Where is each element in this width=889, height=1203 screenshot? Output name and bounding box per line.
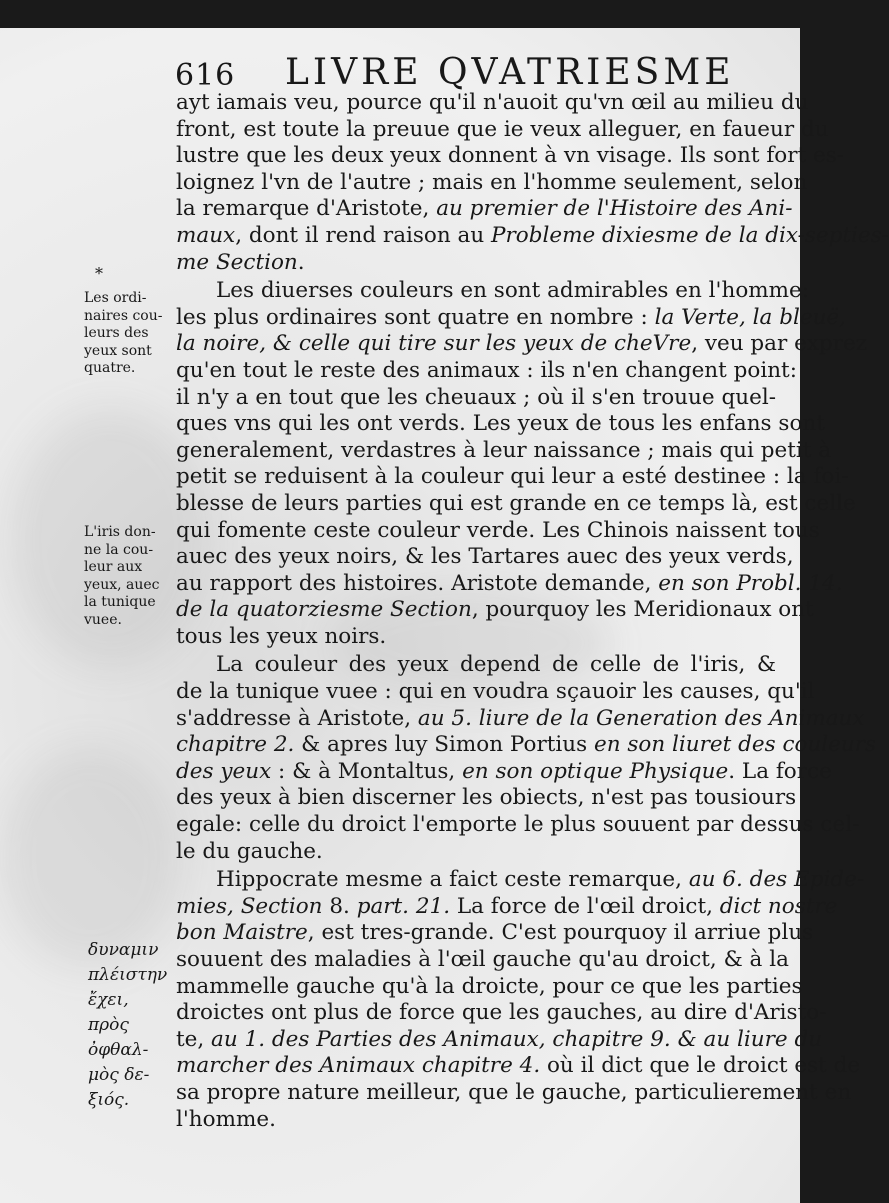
margin-note-line: leurs des <box>84 325 149 341</box>
text-line: l'homme. <box>176 1106 276 1132</box>
text-line: mies, Section 8. part. 21. La force de l'œil droict, dict nostre <box>176 893 838 919</box>
text-line: qui fomente ceste couleur verde. Les Chinois naissent tous <box>176 517 820 543</box>
text-line: souuent des maladies à l'œil gauche qu'au droict, & à la <box>176 947 789 972</box>
margin-note-line: leur aux <box>84 559 143 575</box>
greek-note-line: μὸς δε- <box>88 1065 150 1085</box>
margin-note-line: la tunique <box>84 594 156 610</box>
text-line: la remarque d'Aristote, au premier de l'Histoire des Ani- <box>176 196 793 222</box>
text-line: ques vns qui les ont verds. Les yeux de tous les enfans sont <box>176 411 825 437</box>
text-line: sa propre nature meilleur, que le gauche, particulierement en <box>176 1079 852 1105</box>
text-line: auec des yeux noirs, & les Tartares auec des yeux verds, <box>176 544 794 570</box>
margin-note-line: naires cou- <box>84 307 163 324</box>
text-line: des yeux : & à Montaltus, en son optique Physique. La force <box>176 758 832 784</box>
greek-note-line: ἔχει, <box>88 990 129 1010</box>
text-line: de la quatorziesme Section, pourquoy les Meridionaux ont <box>176 597 814 623</box>
page-stain <box>0 748 180 968</box>
text-line: la noire, & celle qui tire sur les yeux de cheVre, veu par exprez <box>176 331 868 357</box>
text-line: marcher des Animaux chapitre 4. où il dict que le droict est de <box>176 1053 861 1079</box>
text-line: au rapport des histoires. Aristote demande, en son Probl. 14. <box>176 570 843 596</box>
greek-note-line: δυναμιν <box>88 940 159 960</box>
margin-note-line: Les ordi- <box>84 290 147 306</box>
margin-note-line: yeux sont <box>84 342 152 359</box>
margin-note-colors <box>84 290 176 378</box>
text-line: loignez l'vn de l'autre ; mais en l'homme seulement, selon <box>176 169 808 195</box>
margin-note-line: L'iris don- <box>84 524 156 540</box>
text-line: ayt iamais veu, pource qu'il n'auoit qu'vn œil au milieu du <box>176 90 809 115</box>
margin-note-line: quatre. <box>84 360 136 376</box>
greek-note-line: ὀφθαλ- <box>88 1040 149 1060</box>
running-title: LIVRE QVATRIESME <box>285 52 735 93</box>
text-line: generalement, verdastres à leur naissance ; mais qui petit à <box>176 437 832 463</box>
book-page <box>0 28 889 1203</box>
greek-note-line: πρὸς <box>88 1015 129 1035</box>
margin-note-line: ne la cou- <box>84 541 154 558</box>
text-line: tous les yeux noirs. <box>176 623 387 649</box>
text-line: qu'en tout le reste des animaux : ils n'en changent point: <box>176 357 797 383</box>
text-line: mammelle gauche qu'à la droicte, pour ce que les parties <box>176 973 803 999</box>
text-line: s'addresse à Aristote, au 5. liure de la Generation des Animaux <box>176 705 865 731</box>
greek-note-line: πλέιστην <box>88 965 168 985</box>
text-line: le du gauche. <box>176 838 323 864</box>
text-line: petit se reduisent à la couleur qui leur a esté destinee : la foi- <box>176 464 849 490</box>
text-line: maux, dont il rend raison au Probleme dixiesme de la dix-septies- <box>176 222 889 248</box>
text-line: La couleur des yeux depend de celle de l'iris, & <box>216 652 776 678</box>
text-line: chapitre 2. & apres luy Simon Portius en son liuret des couleurs <box>176 732 877 758</box>
text-line: lustre que les deux yeux donnent à vn visage. Ils sont fort es- <box>176 143 845 169</box>
text-line: droictes ont plus de force que les gauches, au dire d'Aristo- <box>176 1000 827 1026</box>
text-line: egale: celle du droict l'emporte le plus souuent par dessus cel- <box>176 812 860 838</box>
text-line: il n'y a en tout que les cheuaux ; où il s'en trouue quel- <box>176 384 776 410</box>
page-number: 616 <box>175 58 236 93</box>
text-line: de la tunique vuee : qui en voudra sçauoir les causes, qu'il <box>176 679 815 705</box>
text-line: Hippocrate mesme a faict ceste remarque, au 6. des Epide- <box>216 867 865 893</box>
text-line: des yeux à bien discerner les obiects, n'est pas tousiours <box>176 785 797 811</box>
text-line: te, au 1. des Parties des Animaux, chapitre 9. & au liure du <box>176 1026 823 1052</box>
body-text <box>176 90 889 1133</box>
margin-note-line: yeux, auec <box>84 576 160 593</box>
text-line: les plus ordinaires sont quatre en nombre : la Verte, la bleuë, <box>176 304 846 330</box>
text-line: me Section. <box>176 249 305 275</box>
margin-note-iris <box>84 524 176 629</box>
page-header <box>175 50 775 94</box>
greek-margin-note <box>88 938 178 1113</box>
margin-asterisk: * <box>95 264 103 283</box>
text-line: blesse de leurs parties qui est grande en ce temps là, est celle <box>176 490 856 516</box>
text-line: front, est toute la preuue que ie veux alleguer, en faueur du <box>176 116 829 142</box>
text-line: bon Maistre, est tres-grande. C'est pourquoy il arriue plus <box>176 920 814 946</box>
margin-note-line: vuee. <box>84 611 122 628</box>
text-line: Les diuerses couleurs en sont admirables en l'homme: <box>216 278 810 304</box>
greek-note-line: ξιός. <box>88 1090 130 1110</box>
